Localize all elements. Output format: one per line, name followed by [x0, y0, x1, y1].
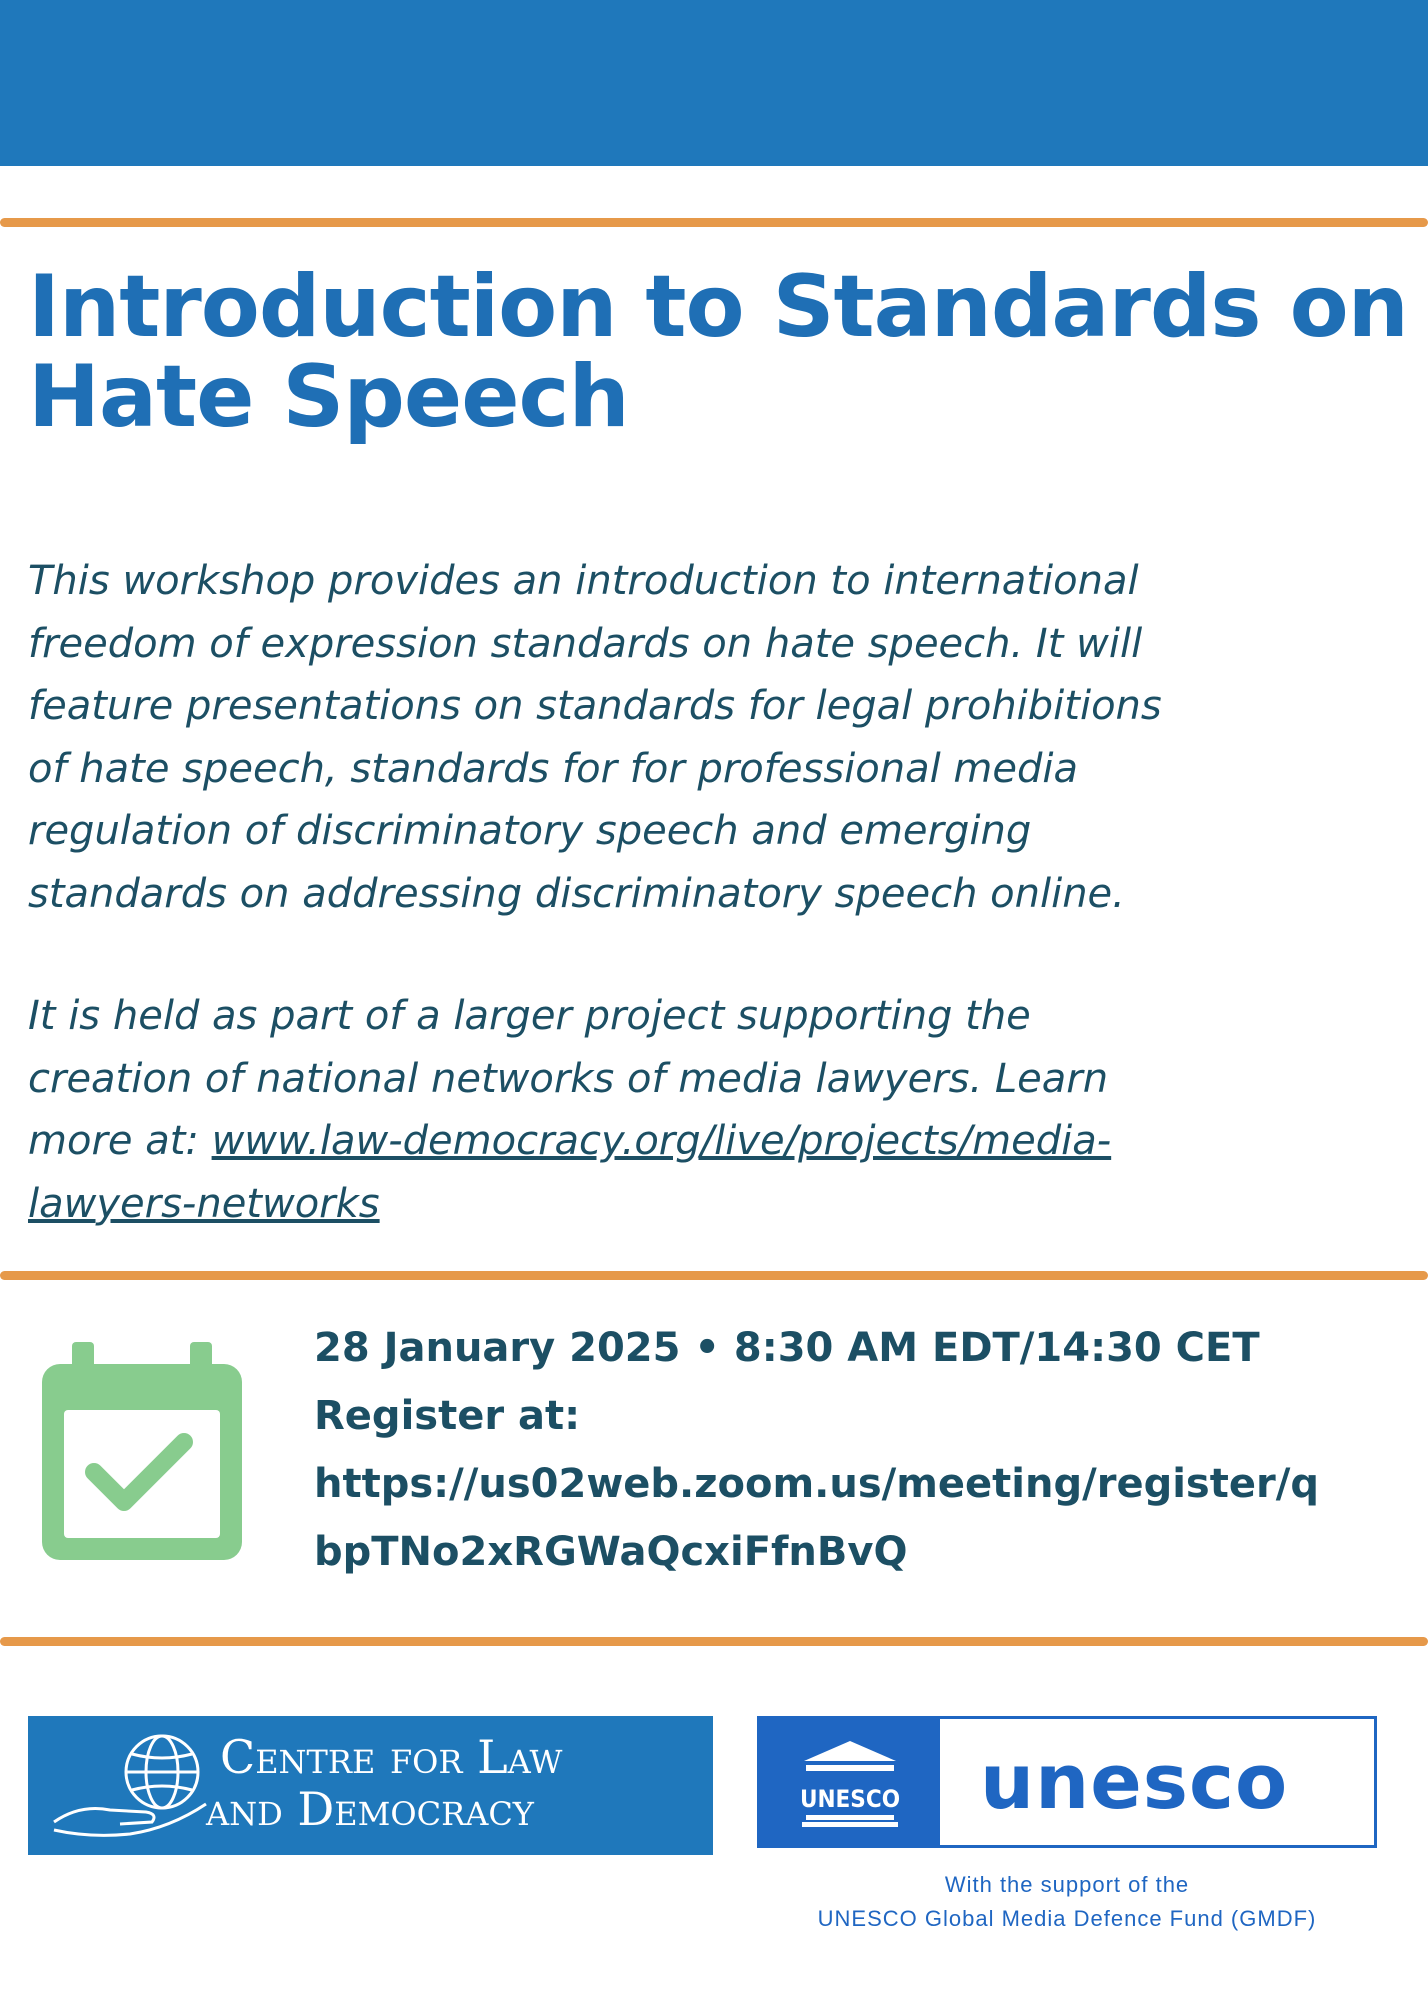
event-datetime: 28 January 2025 • 8:30 AM EDT/14:30 CET [314, 1325, 1260, 1371]
register-url-line-1[interactable]: https://us02web.zoom.us/meeting/register/q [314, 1461, 1319, 1507]
unesco-wordmark: unesco [980, 1737, 1289, 1826]
register-label: Register at: [314, 1393, 581, 1439]
support-line-1: With the support of the [944, 1872, 1190, 1897]
divider-middle [0, 1271, 1428, 1280]
header-band [0, 0, 1428, 166]
project-link-line-1[interactable]: www.law-democracy.org/live/projects/media- [211, 1118, 1112, 1164]
divider-top [0, 218, 1428, 227]
project-link-line-2[interactable]: lawyers-networks [28, 1180, 380, 1227]
event-details [314, 1314, 1414, 1586]
divider-bottom [0, 1637, 1428, 1646]
title-line-1: Introduction to Standards on [28, 257, 1408, 357]
project-text: It is held as part of a larger project supporting the creation of national networks of media lawyers. Learn more at: [28, 993, 1109, 1164]
page-title [28, 257, 1408, 447]
unesco-emblem [760, 1719, 940, 1845]
title-line-2: Hate Speech [28, 347, 629, 447]
svg-text:UNESCO: UNESCO [800, 1785, 900, 1813]
globe-hand-icon [50, 1730, 220, 1842]
unesco-temple-icon [800, 1739, 900, 1827]
description-paragraph-2 [28, 985, 1408, 1235]
support-line-2: UNESCO Global Media Defence Fund (GMDF) [817, 1906, 1317, 1931]
calendar-check-icon [42, 1340, 242, 1560]
cld-logo: Centre for Law and Democracy [28, 1716, 713, 1855]
description-paragraph-1: This workshop provides an introduction to international freedom of expression standards on hate speech. It will feature presentations on standards for legal prohibitions of hate speech, standards for for professional media regulation of discriminatory speech and emerging standards on addressing discriminatory speech online. [28, 558, 1162, 917]
register-url-line-2[interactable]: bpTNo2xRGWaQcxiFfnBvQ [314, 1529, 908, 1575]
unesco-logo [757, 1716, 1377, 1848]
